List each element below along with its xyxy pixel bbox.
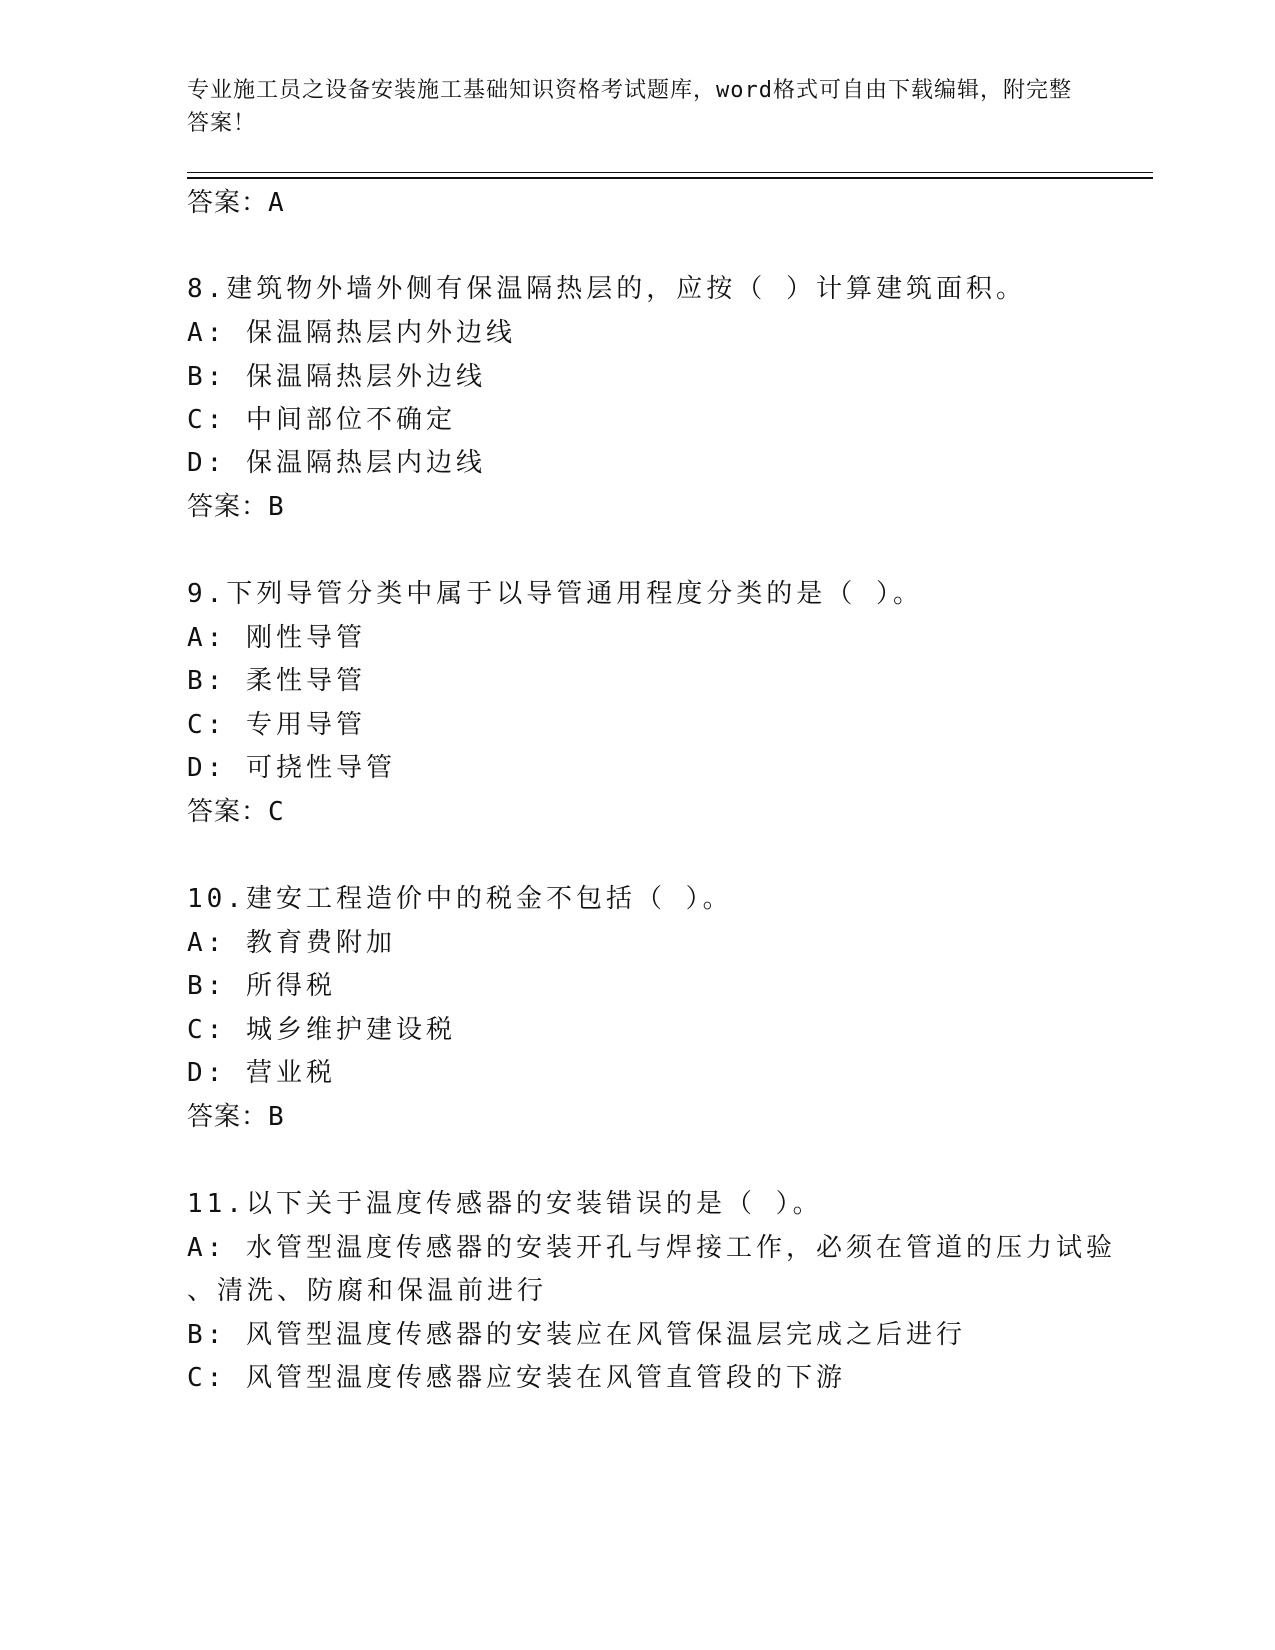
question-8: 8.建筑物外墙外侧有保温隔热层的，应按（ ）计算建筑面积。 [187,274,1026,304]
header-rule-thick [187,177,1153,179]
q9-option-c: C: 专用导管 [187,710,366,740]
question-11: 11.以下关于温度传感器的安装错误的是（ ）。 [187,1189,823,1219]
header-rule-thin [187,172,1153,173]
q10-option-a: A: 教育费附加 [187,928,396,958]
q10-option-d: D: 营业税 [187,1058,336,1088]
q11-option-b: B: 风管型温度传感器的安装应在风管保温层完成之后进行 [187,1320,966,1350]
question-9: 9.下列导管分类中属于以导管通用程度分类的是（ ）。 [187,579,923,609]
answer-label: 答案： [187,797,269,827]
answer-label: 答案： [187,188,269,218]
q11-option-a-continued: 、清洗、防腐和保温前进行 [187,1276,548,1306]
q11-option-a: A: 水管型温度传感器的安装开孔与焊接工作，必须在管道的压力试验 [187,1233,1116,1263]
answer-label: 答案： [187,492,269,522]
question-10: 10.建安工程造价中的税金不包括（ ）。 [187,884,733,914]
answer-label: 答案： [187,1102,269,1132]
answer-value: A [268,188,285,218]
q8-option-c: C: 中间部位不确定 [187,405,456,435]
answer-line [187,186,285,220]
q10-option-b: B: 所得税 [187,971,336,1001]
q10-answer-line [187,1100,285,1134]
q11-option-c: C: 风管型温度传感器应安装在风管直管段的下游 [187,1363,846,1393]
q10-option-c: C: 城乡维护建设税 [187,1015,456,1045]
q8-option-a: A: 保温隔热层内外边线 [187,318,516,348]
q9-option-d: D: 可挠性导管 [187,753,396,783]
q8-option-b: B: 保温隔热层外边线 [187,362,486,392]
q8-answer-line [187,490,285,524]
answer-value: B [268,492,285,522]
q9-answer-line [187,795,285,829]
answer-value: C [268,797,285,827]
q9-option-b: B: 柔性导管 [187,666,366,696]
document-header: 专业施工员之设备安装施工基础知识资格考试题库，word格式可自由下载编辑，附完整答案！ [187,78,1072,136]
answer-value: B [268,1102,285,1132]
q9-option-a: A: 刚性导管 [187,623,366,653]
q8-option-d: D: 保温隔热层内边线 [187,448,486,478]
